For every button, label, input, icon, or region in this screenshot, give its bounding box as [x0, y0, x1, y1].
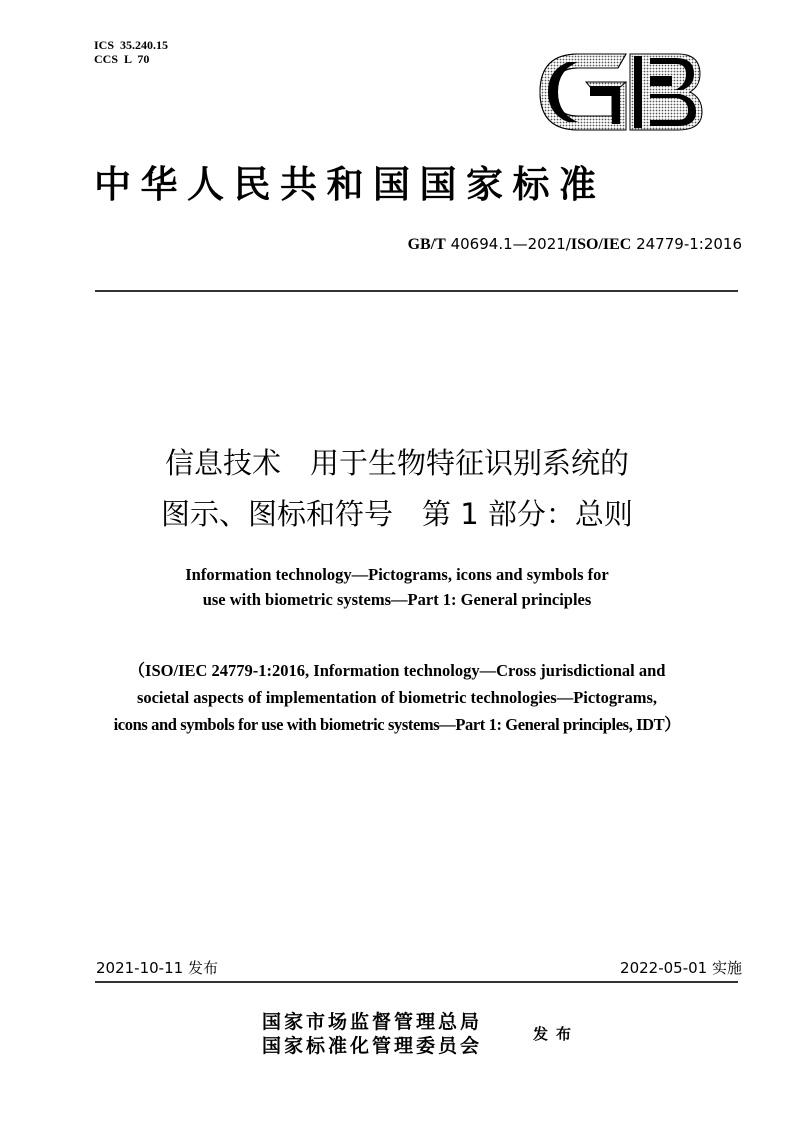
equivalence-line2: societal aspects of implementation of biometric technologies—Pictograms, [136, 688, 658, 707]
issuing-organizations [262, 1010, 482, 1058]
std-number: 40694.1—2021/ [445, 235, 571, 253]
equivalence-line3: icons and symbols for use with biometric systems—Part 1: General principles, IDT） [113, 715, 681, 734]
title-en-line2: use with biometric systems—Part 1: General principles [202, 590, 592, 609]
issuer-org-2: 国家标准化管理委员会 [262, 1035, 483, 1057]
std-iso-number: 24779-1:2016 [631, 235, 742, 253]
issue-date: 2021-10-11 发布 [96, 959, 218, 977]
national-standard-heading: 中华人民共和国国家标准 [94, 162, 606, 206]
std-iso-prefix: ISO/IEC [570, 236, 632, 253]
ics-code: ICS 35.240.15 [94, 38, 169, 52]
title-cn-line2: 图示、图标和符号 第 1 部分：总则 [161, 497, 633, 531]
std-prefix: GB/T [407, 236, 446, 253]
effective-date: 2022-05-01 实施 [620, 959, 742, 977]
footer-divider [95, 981, 738, 983]
header-divider [95, 290, 738, 292]
title-cn-line1: 信息技术 用于生物特征识别系统的 [164, 446, 629, 480]
issuer-org-1: 国家市场监督管理总局 [262, 1011, 483, 1033]
equivalence-line1: （ISO/IEC 24779-1:2016, Information technology—Cross jurisdictional and [128, 661, 666, 680]
gb-logo-icon [538, 52, 704, 132]
issue-action-label: 发布 [533, 1025, 580, 1043]
standard-number [408, 235, 742, 254]
ccs-code: CCS L 70 [94, 52, 150, 66]
title-en-line1: Information technology—Pictograms, icons and symbols for [185, 565, 609, 584]
classification-codes [94, 38, 168, 66]
